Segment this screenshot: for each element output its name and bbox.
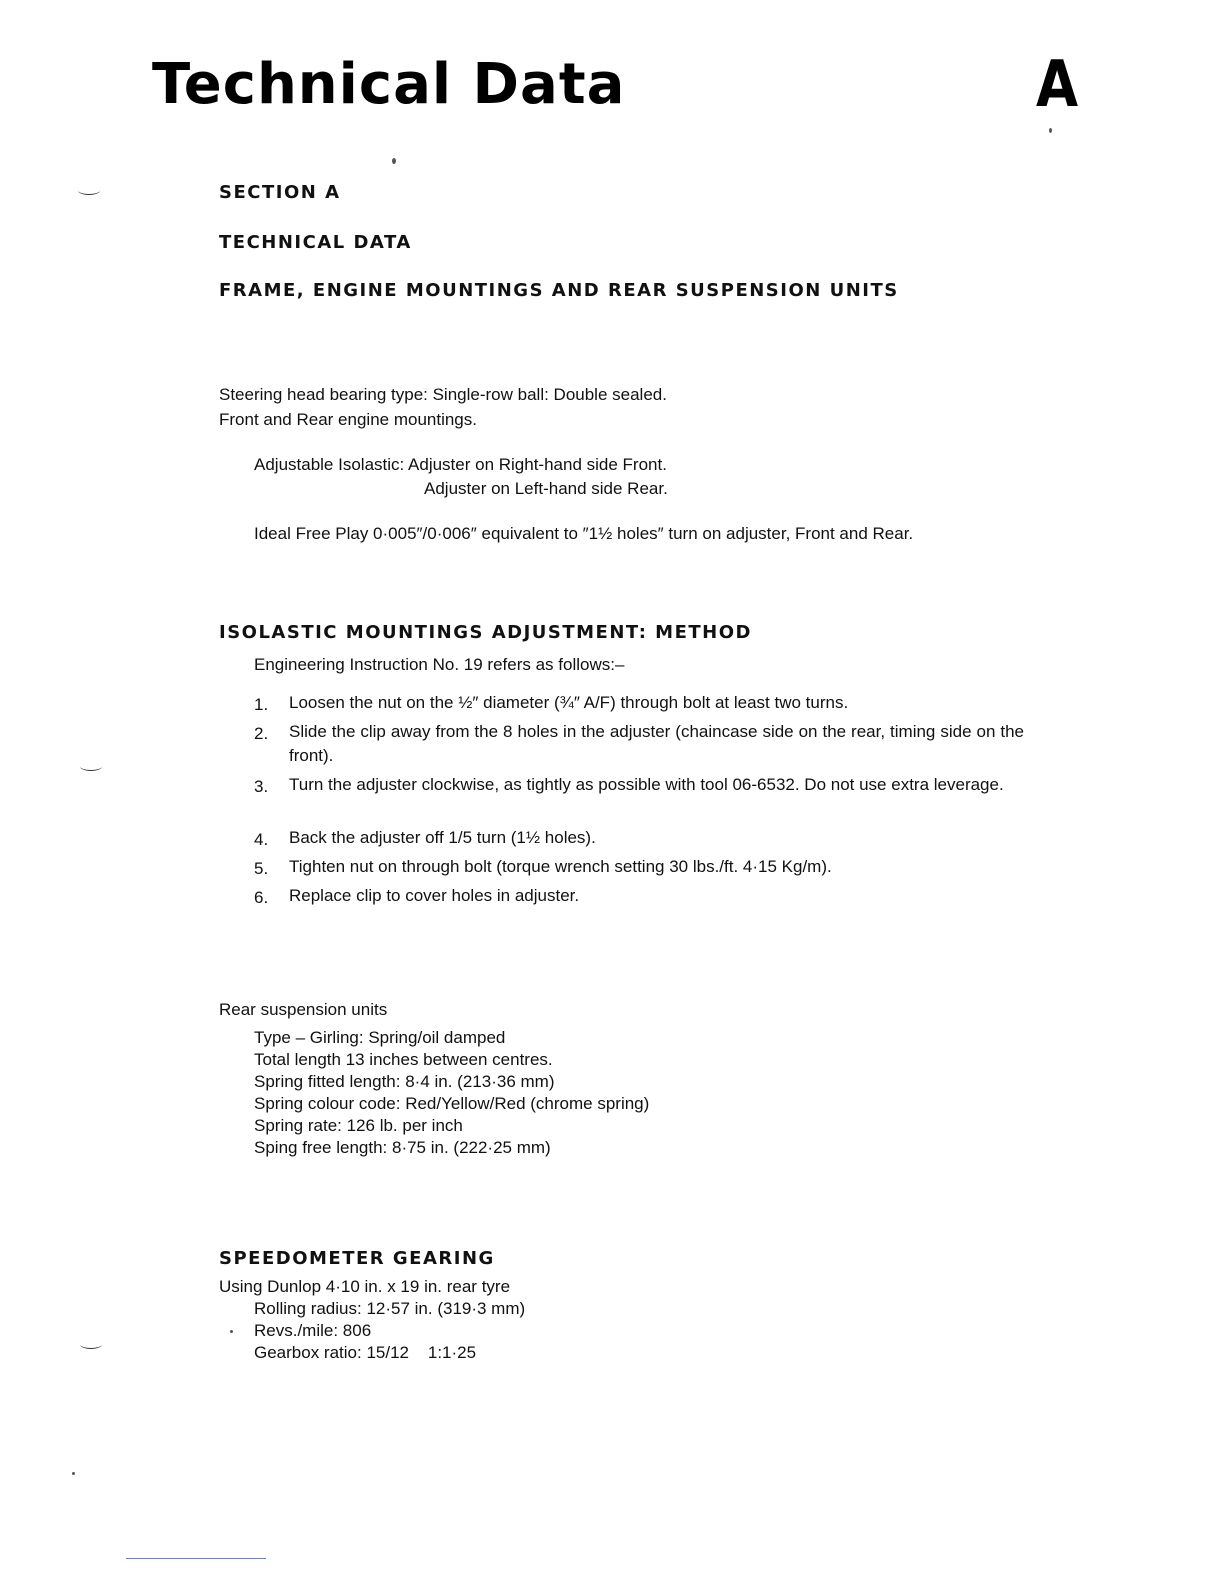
rear-suspension-label: Rear suspension units xyxy=(219,1000,388,1019)
technical-data-heading: TECHNICAL DATA xyxy=(219,232,412,253)
speedometer-heading: SPEEDOMETER GEARING xyxy=(219,1248,495,1269)
page-title: Technical Data xyxy=(152,52,626,117)
step-number: 3. xyxy=(254,777,269,796)
speedometer-line: Rolling radius: 12·57 in. (319·3 mm) xyxy=(254,1299,526,1318)
margin-mark xyxy=(80,762,102,771)
step-number: 4. xyxy=(254,830,269,849)
step-number: 5. xyxy=(254,859,269,878)
step-text: Tighten nut on through bolt (torque wrench setting 30 lbs./ft. 4·15 Kg/m). xyxy=(289,857,832,876)
step-text: Back the adjuster off 1/5 turn (1½ holes). xyxy=(289,828,596,847)
adjuster-rear-text: Adjuster on Left-hand side Rear. xyxy=(424,479,668,498)
bottom-rule xyxy=(126,1558,266,1559)
suspension-line: Spring rate: 126 lb. per inch xyxy=(254,1116,463,1135)
scan-speck xyxy=(392,158,396,164)
speedometer-line: Revs./mile: 806 xyxy=(254,1321,372,1340)
free-play-text: Ideal Free Play 0·005″/0·006″ equivalent to ″1½ holes″ turn on adjuster, Front and Rear. xyxy=(254,524,914,543)
engine-mountings-text: Front and Rear engine mountings. xyxy=(219,410,477,429)
adjustable-isolastic-text: Adjustable Isolastic: Adjuster on Right-hand side Front. xyxy=(254,455,667,474)
isolastic-heading: ISOLASTIC MOUNTINGS ADJUSTMENT: METHOD xyxy=(219,622,752,643)
scan-speck xyxy=(230,1330,233,1333)
speedometer-line: Gearbox ratio: 15/12 1:1·25 xyxy=(254,1343,477,1362)
suspension-line: Type – Girling: Spring/oil damped xyxy=(254,1028,506,1047)
scan-speck xyxy=(72,1472,75,1475)
suspension-line: Total length 13 inches between centres. xyxy=(254,1050,553,1069)
suspension-line: Sping free length: 8·75 in. (222·25 mm) xyxy=(254,1138,551,1157)
dunlop-tyre-text: Using Dunlop 4·10 in. x 19 in. rear tyre xyxy=(219,1277,511,1296)
section-heading: SECTION A xyxy=(219,182,341,203)
step-text: Replace clip to cover holes in adjuster. xyxy=(289,886,580,905)
step-number: 2. xyxy=(254,724,269,743)
margin-mark xyxy=(80,1340,102,1349)
step-text: Turn the adjuster clockwise, as tightly as possible with tool 06-6532. Do not use extra leverage. xyxy=(289,775,1004,794)
step-number: 1. xyxy=(254,695,269,714)
step-text: Loosen the nut on the ½″ diameter (¾″ A/F) through bolt at least two turns. xyxy=(289,693,849,712)
scan-speck xyxy=(1049,128,1052,133)
margin-mark xyxy=(78,186,100,195)
step-number: 6. xyxy=(254,888,269,907)
section-letter: A xyxy=(1036,48,1079,122)
steering-bearing-text: Steering head bearing type: Single-row ball: Double sealed. xyxy=(219,385,667,404)
suspension-line: Spring colour code: Red/Yellow/Red (chrome spring) xyxy=(254,1094,650,1113)
frame-heading: FRAME, ENGINE MOUNTINGS AND REAR SUSPENSION UNITS xyxy=(219,280,899,301)
step-text: Slide the clip away from the 8 holes in the adjuster (chaincase side on the rear, timing side on the front). xyxy=(289,722,1024,765)
suspension-line: Spring fitted length: 8·4 in. (213·36 mm) xyxy=(254,1072,555,1091)
engineering-instruction-text: Engineering Instruction No. 19 refers as follows:– xyxy=(254,655,625,674)
